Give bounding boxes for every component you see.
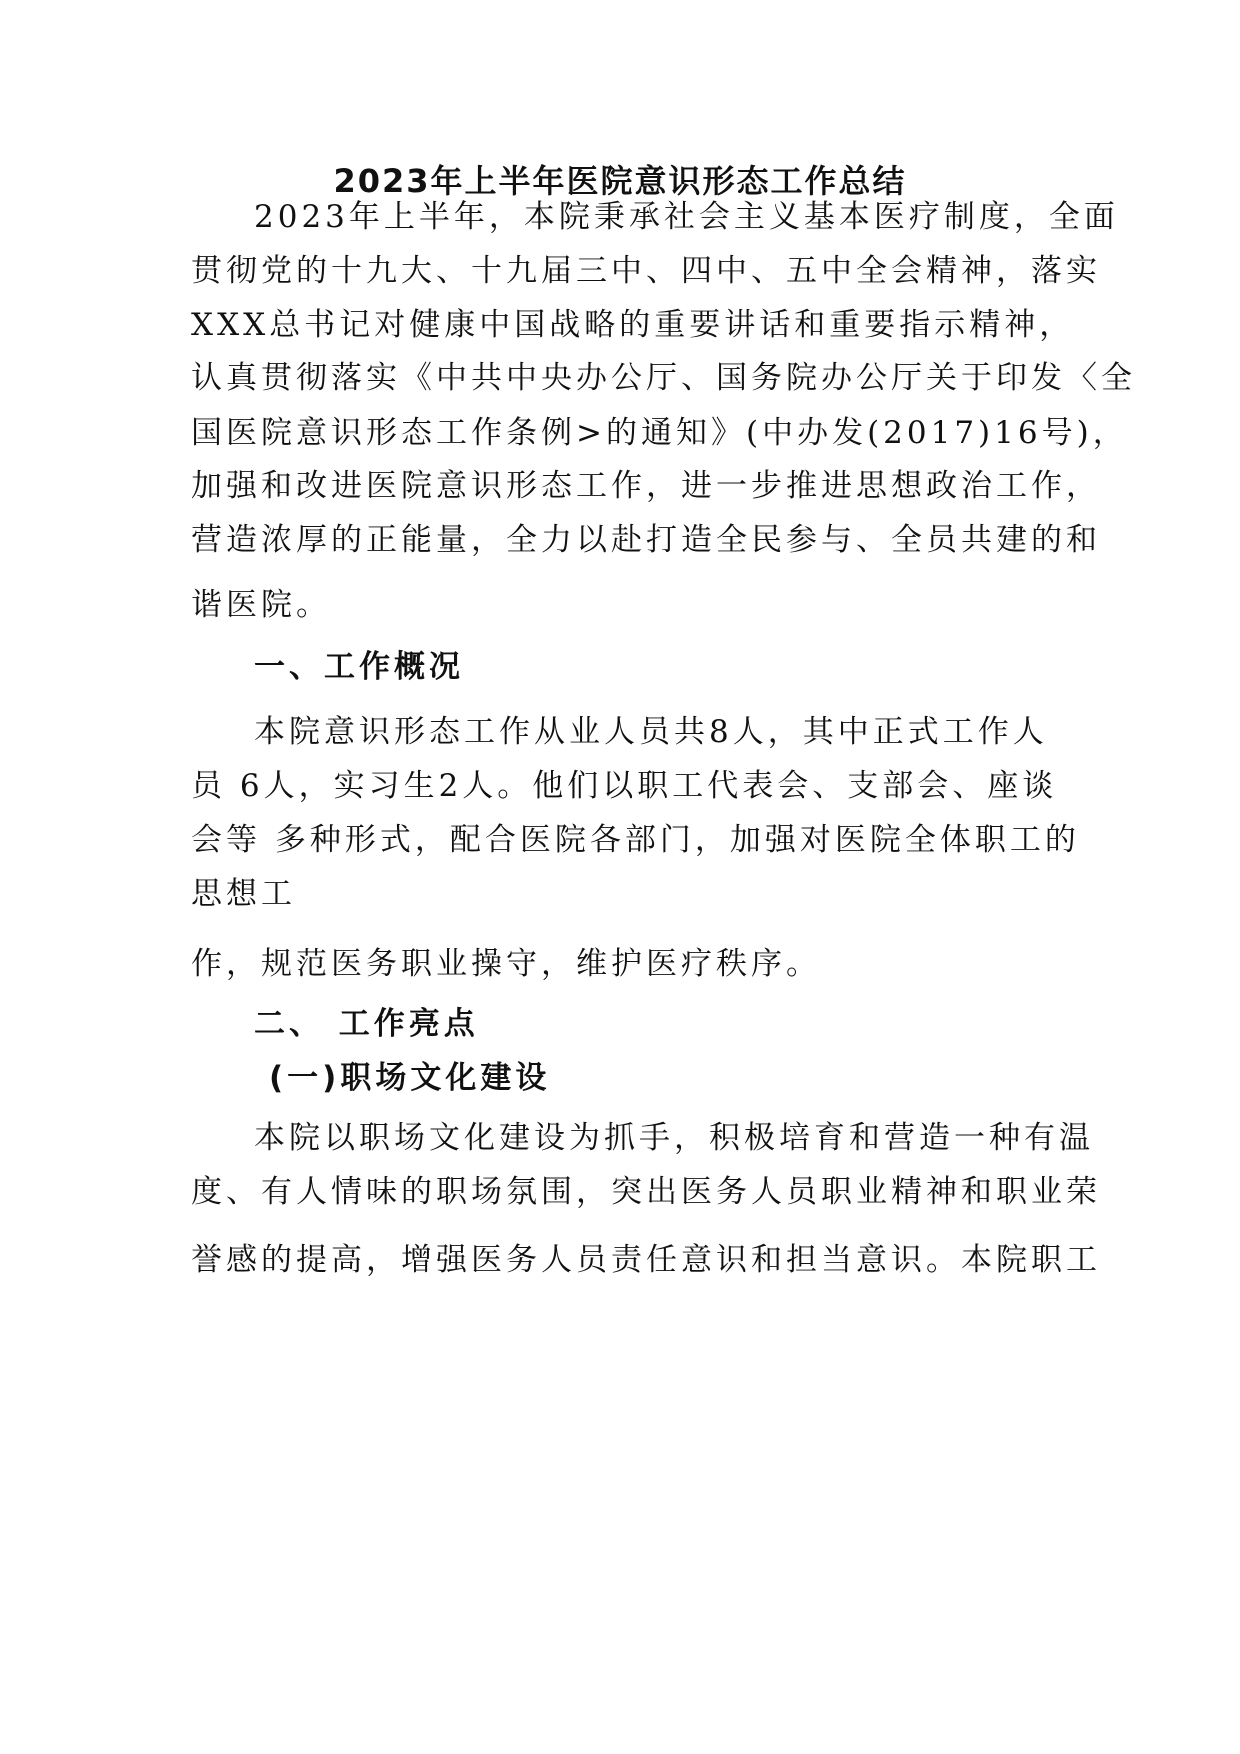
section-1-line-5: 作，规范医务职业操守，维护医疗秩序。 <box>191 946 821 982</box>
subsection-1-heading: (一)职场文化建设 <box>269 1060 551 1096</box>
section-1-line-2: 员 6人，实习生2人。他们以职工代表会、支部会、座谈 <box>191 768 1058 804</box>
subsection-1-line-3: 誉感的提高，增强医务人员责任意识和担当意识。本院职工 <box>191 1242 1101 1278</box>
section-1-line-4: 思想工 <box>191 876 296 912</box>
intro-line-1: 2023年上半年，本院秉承社会主义基本医疗制度，全面 <box>254 199 1119 235</box>
section-1-line-3: 会等 多种形式，配合医院各部门，加强对医院全体职工的 <box>191 822 1080 858</box>
intro-line-6: 加强和改进医院意识形态工作，进一步推进思想政治工作， <box>191 468 1101 504</box>
subsection-1-line-1: 本院以职场文化建设为抓手，积极培育和营造一种有温 <box>254 1120 1094 1156</box>
intro-line-3: XXX总书记对健康中国战略的重要讲话和重要指示精神， <box>191 307 1075 343</box>
intro-line-5: 国医院意识形态工作条例>的通知》(中办发(2017)16号)， <box>191 415 1128 451</box>
intro-line-4: 认真贯彻落实《中共中央办公厅、国务院办公厅关于印发〈全 <box>191 360 1136 396</box>
page-title: 2023年上半年医院意识形态工作总结 <box>333 162 907 200</box>
subsection-1-line-2: 度、有人情味的职场氛围，突出医务人员职业精神和职业荣 <box>191 1174 1101 1210</box>
intro-line-7: 营造浓厚的正能量，全力以赴打造全民参与、全员共建的和 <box>191 522 1101 558</box>
intro-line-2: 贯彻党的十九大、十九届三中、四中、五中全会精神，落实 <box>191 253 1101 289</box>
section-1-heading: 一、工作概况 <box>254 649 464 685</box>
intro-line-8: 谐医院。 <box>191 587 331 623</box>
section-2-heading: 二、 工作亮点 <box>254 1006 479 1042</box>
section-1-line-1: 本院意识形态工作从业人员共8人，其中正式工作人 <box>254 714 1048 750</box>
